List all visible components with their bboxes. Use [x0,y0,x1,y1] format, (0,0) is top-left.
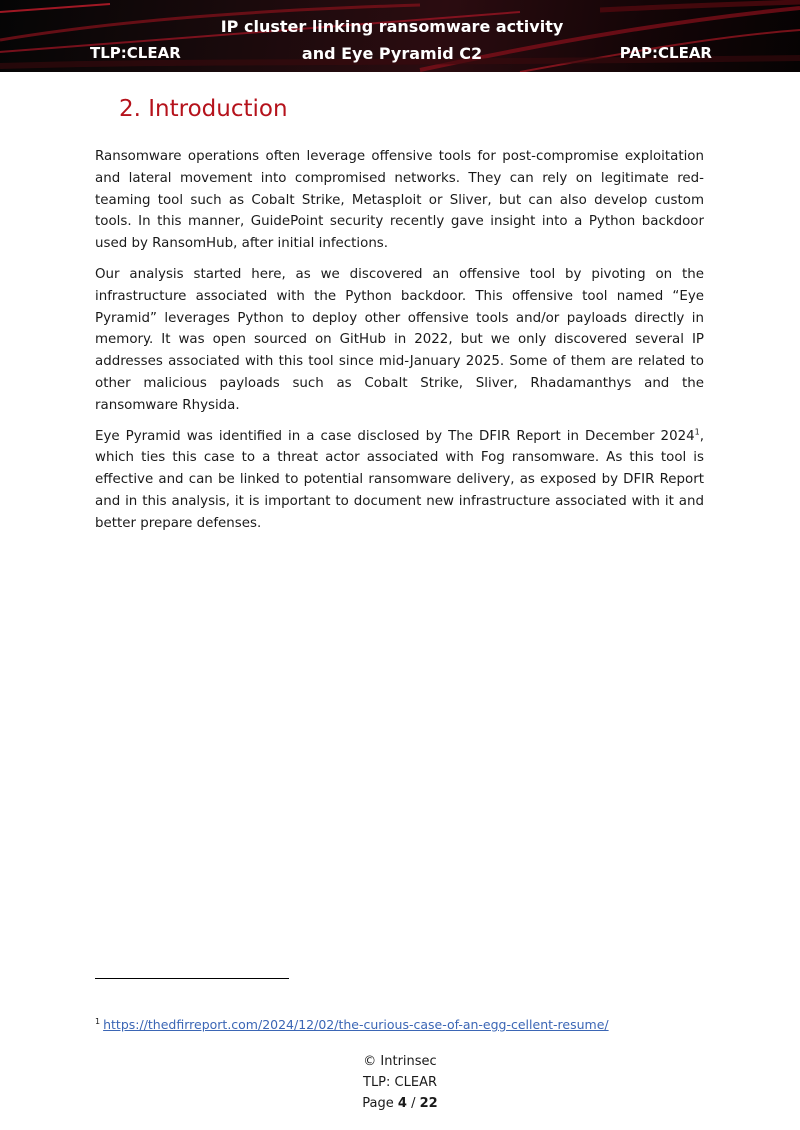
page-label: Page [362,1096,394,1111]
page-current: 4 [397,1096,407,1111]
title-line-1: IP cluster linking ransomware activity [220,17,564,36]
paragraph-3-end: , which ties this case to a threat actor associated with Fog ransomware. As this tool is effective and can be linked to potential ransomware delivery, as exposed by DFIR Report and in this analysis, it is important to document new infrastructure associated with it and better prepare defenses. [95,428,704,531]
paragraph-1: Ransomware operations often leverage offensive tools for post-compromise exploitation and lateral movement into compromised networks. They can rely on legitimate red-teaming tool such as Cobalt Strike, Metasploit or Sliver, but can also develop custom tools. In this manner, GuidePoint security recently gave insight into a Python backdoor used by RansomHub, after initial infections. [95,149,704,252]
section-heading: 2. Introduction [119,96,288,122]
paragraph-3 [95,426,704,535]
footnote-divider [95,978,289,979]
footnote-reference[interactable]: 1 [694,427,700,437]
footer-tlp: TLP: CLEAR [363,1075,437,1090]
pap-label: PAP:CLEAR [619,44,712,62]
page-number [0,1093,800,1114]
page-footer [0,1051,800,1114]
paragraph-3-start: Eye Pyramid was identified in a case disclosed by The DFIR Report in December 2024 [95,428,695,444]
footnote-link[interactable]: https://thedfirreport.com/2024/12/02/the-curious-case-of-an-egg-cellent-resume/ [103,1017,609,1033]
footnote [95,1017,609,1032]
paragraph-2: Our analysis started here, as we discovered an offensive tool by pivoting on the infrastructure associated with the Python backdoor. This offensive tool named “Eye Pyramid” leverages Python to deploy other offensive tools and/or payloads directly in memory. It was open sourced on GitHub in 2022, but we only discovered several IP addresses associated with this tool since mid-January 2025. Some of them are related to other malicious payloads such as Cobalt Strike, Sliver, Rhadamanthys and the ransomware Rhysida. [95,266,704,413]
page-separator: / [411,1096,416,1111]
body-text [95,146,704,544]
title-line-2: and Eye Pyramid C2 [301,44,483,63]
page-header [0,0,800,72]
copyright: © Intrinsec [363,1054,437,1069]
tlp-label: TLP:CLEAR [90,44,181,62]
page-total: 22 [419,1096,438,1111]
document-title [200,13,584,67]
footnote-number: 1 [95,1017,101,1026]
